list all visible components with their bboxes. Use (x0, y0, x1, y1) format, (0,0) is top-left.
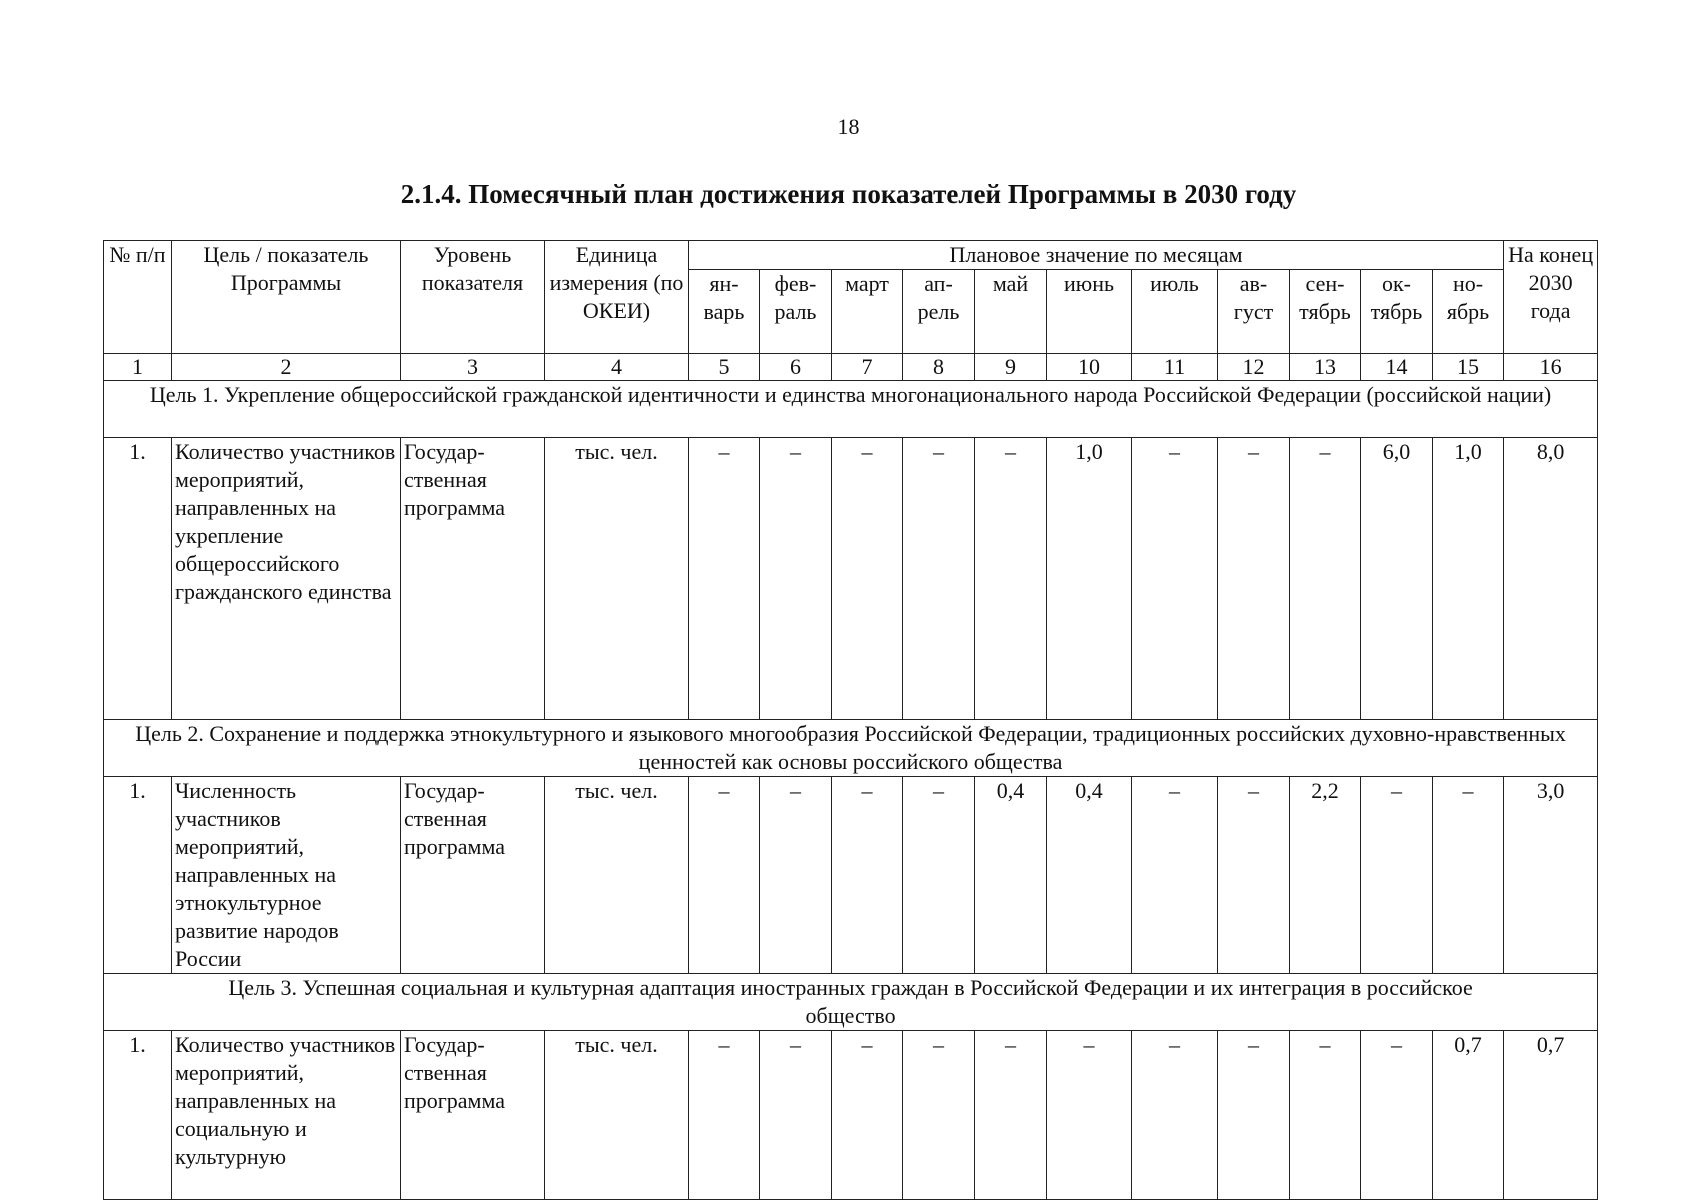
month-value: – (1132, 1031, 1218, 1200)
column-number: 5 (689, 354, 760, 381)
month-value: – (832, 1031, 903, 1200)
month-value: – (1218, 777, 1290, 974)
header-month: март (832, 270, 903, 354)
goal-title: Цель 3. Успешная социальная и культурная адаптация иностранных граждан в Российской Федерации и их интеграция в российское общество (104, 974, 1598, 1031)
column-number: 7 (832, 354, 903, 381)
month-value: – (1433, 777, 1504, 974)
column-number: 13 (1290, 354, 1361, 381)
month-value: 0,7 (1433, 1031, 1504, 1200)
goal-row (104, 974, 1598, 1031)
indicator-level: Государ-ственная программа (401, 438, 545, 720)
monthly-plan-table (103, 240, 1598, 1200)
header-goal-indicator: Цель / показатель Программы (172, 241, 401, 354)
column-number: 8 (903, 354, 975, 381)
column-number: 14 (1361, 354, 1433, 381)
month-value: 0,4 (975, 777, 1047, 974)
column-number: 3 (401, 354, 545, 381)
header-month: ав-густ (1218, 270, 1290, 354)
month-value: 6,0 (1361, 438, 1433, 720)
header-row-1 (104, 241, 1598, 270)
month-value: – (903, 438, 975, 720)
column-number: 2 (172, 354, 401, 381)
month-value: – (832, 438, 903, 720)
header-month: но-ябрь (1433, 270, 1504, 354)
goal-row (104, 720, 1598, 777)
indicator-name: Количество участников мероприятий, направленных на укрепление общероссийского гражданского единства (172, 438, 401, 720)
month-value: – (760, 777, 832, 974)
row-num: 1. (104, 777, 172, 974)
page-number: 18 (837, 114, 860, 139)
month-value: – (832, 777, 903, 974)
column-number: 16 (1504, 354, 1598, 381)
indicator-name: Численность участников мероприятий, направленных на этнокультурное развитие народов России (172, 777, 401, 974)
month-value: – (975, 438, 1047, 720)
month-value: 2,2 (1290, 777, 1361, 974)
month-value: – (1218, 438, 1290, 720)
row-num: 1. (104, 1031, 172, 1200)
header-month: ян-варь (689, 270, 760, 354)
column-number: 1 (104, 354, 172, 381)
column-number: 15 (1433, 354, 1504, 381)
month-value: – (1290, 1031, 1361, 1200)
header-month: июнь (1047, 270, 1132, 354)
header-unit: Единица измерения (по ОКЕИ) (545, 241, 689, 354)
header-num: № п/п (104, 241, 172, 354)
indicator-unit: тыс. чел. (545, 1031, 689, 1200)
indicator-level: Государ-ственная программа (401, 777, 545, 974)
month-value: – (1290, 438, 1361, 720)
goal-title: Цель 2. Сохранение и поддержка этнокультурного и языкового многообразия Российской Федерации, традиционных российских духовно-нравственных ценностей как основы российского общества (104, 720, 1598, 777)
end-of-year-value: 0,7 (1504, 1031, 1598, 1200)
month-value: – (1132, 438, 1218, 720)
month-value: – (760, 1031, 832, 1200)
indicator-unit: тыс. чел. (545, 777, 689, 974)
header-end-of-year: На конец 2030 года (1504, 241, 1598, 354)
header-month: сен-тябрь (1290, 270, 1361, 354)
column-number-row (104, 354, 1598, 381)
month-value: – (689, 438, 760, 720)
header-month: ок-тябрь (1361, 270, 1433, 354)
end-of-year-value: 3,0 (1504, 777, 1598, 974)
month-value: – (760, 438, 832, 720)
indicator-row (104, 438, 1598, 720)
month-value: 0,4 (1047, 777, 1132, 974)
indicator-level: Государ-ственная программа (401, 1031, 545, 1200)
header-month: июль (1132, 270, 1218, 354)
month-value: – (975, 1031, 1047, 1200)
month-value: – (689, 1031, 760, 1200)
end-of-year-value: 8,0 (1504, 438, 1598, 720)
month-value: 1,0 (1047, 438, 1132, 720)
header-planned-by-month: Плановое значение по месяцам (689, 241, 1504, 270)
month-value: – (903, 777, 975, 974)
column-number: 12 (1218, 354, 1290, 381)
indicator-row (104, 1031, 1598, 1200)
goal-title: Цель 1. Укрепление общероссийской гражданской идентичности и единства многонационального народа Российской Федерации (российской нации) (104, 381, 1598, 438)
month-value: – (903, 1031, 975, 1200)
column-number: 10 (1047, 354, 1132, 381)
header-level: Уровень показателя (401, 241, 545, 354)
header-month: ап-рель (903, 270, 975, 354)
column-number: 4 (545, 354, 689, 381)
month-value: – (1361, 777, 1433, 974)
column-number: 11 (1132, 354, 1218, 381)
month-value: – (689, 777, 760, 974)
month-value: – (1047, 1031, 1132, 1200)
document-title: 2.1.4. Помесячный план достижения показателей Программы в 2030 году (400, 179, 1297, 209)
header-month: май (975, 270, 1047, 354)
row-num: 1. (104, 438, 172, 720)
column-number: 6 (760, 354, 832, 381)
header-month: фев-раль (760, 270, 832, 354)
indicator-unit: тыс. чел. (545, 438, 689, 720)
indicator-name: Количество участников мероприятий, направленных на социальную и культурную (172, 1031, 401, 1200)
goal-row (104, 381, 1598, 438)
column-number: 9 (975, 354, 1047, 381)
month-value: – (1218, 1031, 1290, 1200)
month-value: – (1361, 1031, 1433, 1200)
month-value: – (1132, 777, 1218, 974)
indicator-row (104, 777, 1598, 974)
month-value: 1,0 (1433, 438, 1504, 720)
